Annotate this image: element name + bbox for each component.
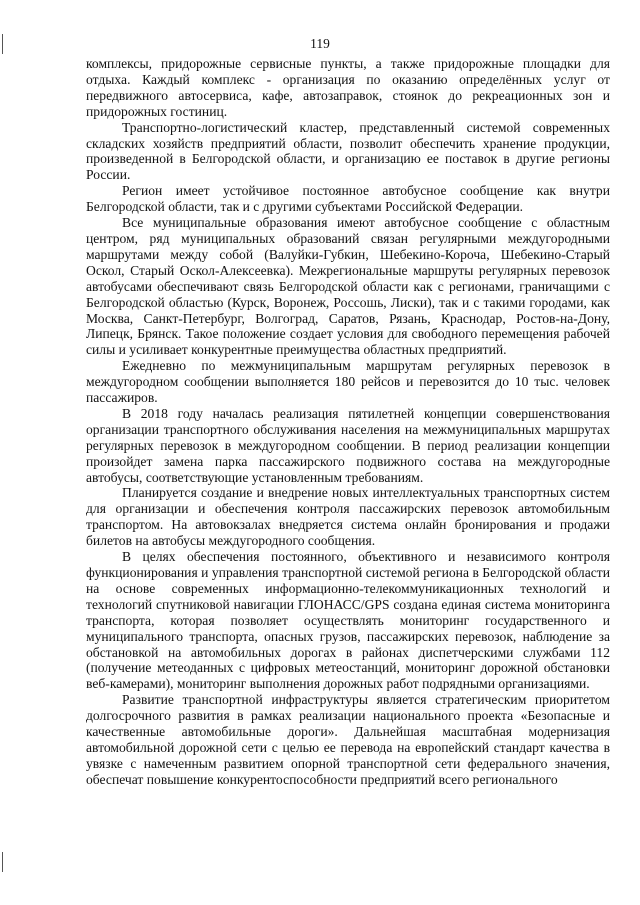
paragraph: комплексы, придорожные сервисные пункты, а также придорожные площадки для отдыха. Каждый комплекс - организация по оказанию определённых услуг от передвижного автосервиса, кафе, автозаправок, стоянок до рекреационных зон и придорожных гостиниц. (86, 56, 610, 119)
paragraph: Развитие транспортной инфраструктуры является стратегическим приоритетом долгосрочного развития в рамках реализации национального проекта «Безопасные и качественные автомобильные дороги». Дальнейшая масштабная модернизация автомобильной дорожной сети с целью ее перевода на европейский стандарт качества в увязке с намеченным развитием опорной транспортной сети федерального значения, обеспечат повышение конкурентоспособности предприятий всего регионального (86, 692, 610, 787)
paragraph: Планируется создание и внедрение новых интеллектуальных транспортных систем для организации и обеспечения контроля пассажирских перевозок автомобильным транспортом. На автовокзалах внедряется система онлайн бронирования и продажи билетов на автобусы междугородного сообщения. (86, 485, 610, 549)
body-text (86, 56, 610, 788)
paragraph: В целях обеспечения постоянного, объективного и независимого контроля функционирования и управления транспортной системой региона в Белгородской области на основе современных информационно-телекоммуникационных технологий и технологий спутниковой навигации ГЛОНАСС/GPS создана единая система мониторинга транспорта, которая позволяет осуществлять мониторинг государственного и муниципального транспорта, опасных грузов, пассажирских перевозок, наблюдение за обстановкой на автомобильных дорогах в районах диспетчерскими службами 112 (получение метеоданных с цифровых метеостанций, мониторинг дорожной обстановки веб-камерами), мониторинг выполнения дорожных работ подрядными организациями. (86, 549, 610, 692)
paragraph: Все муниципальные образования имеют автобусное сообщение с областным центром, ряд муниципальных образований связан регулярными междугородными маршрутами между собой (Валуйки-Губкин, Шебекино-Короча, Шебекино-Старый Оскол, Старый Оскол-Алексеевка). Межрегиональные маршруты регулярных перевозок автобусами обеспечивают связь Белгородской области как с регионами, граничащими с Белгородской областью (Курск, Воронеж, Россошь, Лиски), так и с такими городами, как Москва, Санкт-Петербург, Волгоград, Саратов, Рязань, Краснодар, Ростов-на-Дону, Липецк, Брянск. Такое положение создает условия для свободного перемещения рабочей силы и усиливает конкурентные преимущества областных предприятий. (86, 215, 610, 358)
page-number: 119 (310, 36, 330, 51)
paragraph: В 2018 году началась реализация пятилетней концепции совершенствования организации транспортного обслуживания населения на межмуниципальных маршрутах регулярных перевозок в междугородном сообщении. В период реализации концепции произойдет замена парка пассажирского подвижного состава на междугородные автобусы, соответствующие установленным требованиям. (86, 405, 610, 485)
paragraph: Транспортно-логистический кластер, представленный системой современных складских хозяйств предприятий области, позволит обеспечить хранение продукции, произведенной в Белгородской области, и организацию ее поставок в другие регионы России. (86, 119, 610, 183)
paragraph: Ежедневно по межмуниципальным маршрутам регулярных перевозок в междугородном сообщении выполняется 180 рейсов и перевозится до 10 тыс. человек пассажиров. (86, 358, 610, 406)
scan-edge-mark (2, 852, 3, 872)
paragraph: Регион имеет устойчивое постоянное автобусное сообщение как внутри Белгородской области, так и с другими субъектами Российской Федерации. (86, 183, 610, 215)
